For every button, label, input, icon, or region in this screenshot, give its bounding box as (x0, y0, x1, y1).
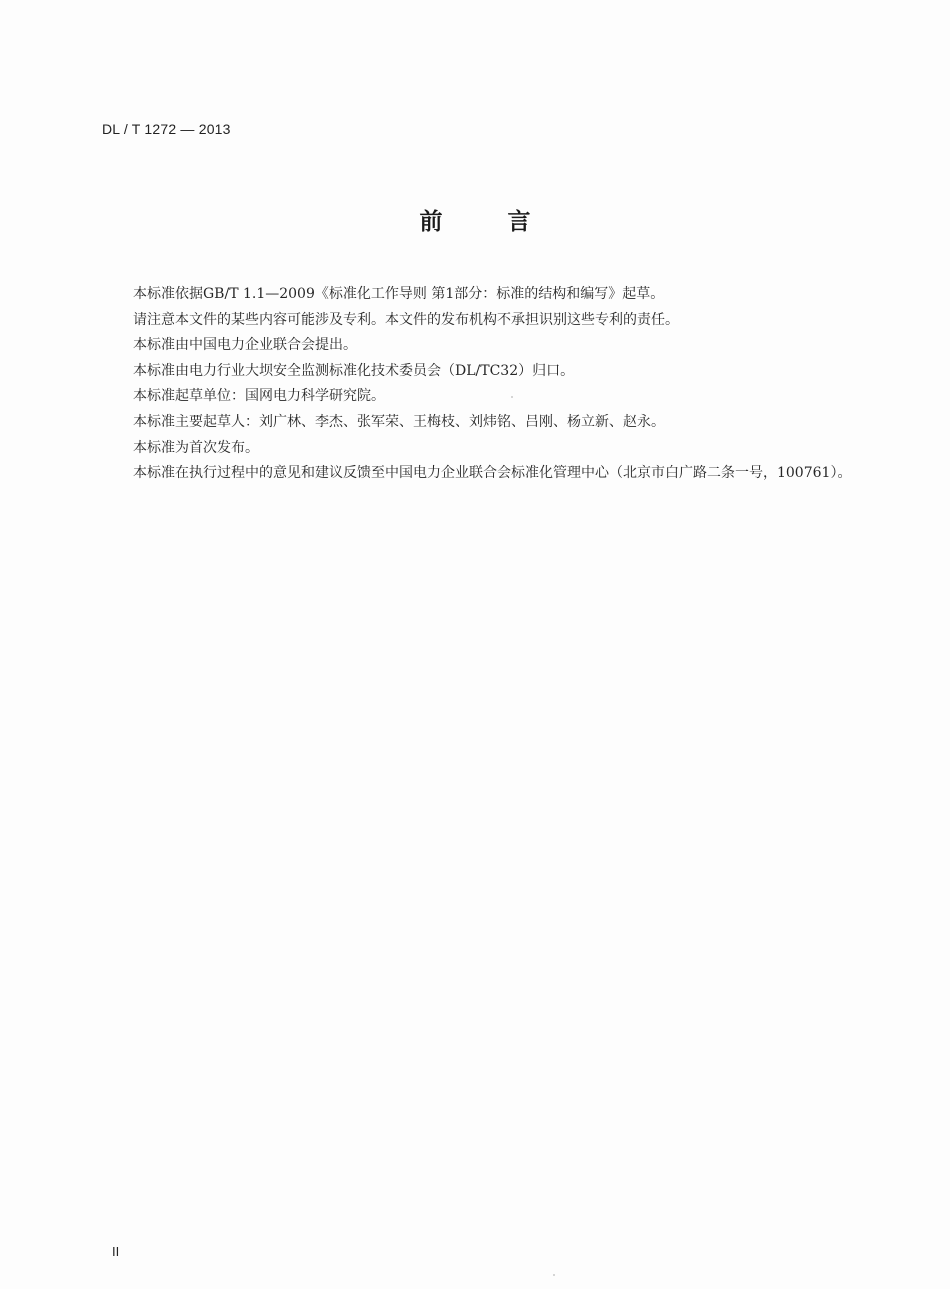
paragraph-drafters: 本标准主要起草人：刘广林、李杰、张军荣、王梅枝、刘炜铭、吕刚、杨立新、赵永。 (133, 413, 665, 430)
paragraph-feedback-address: 本标准在执行过程中的意见和建议反馈至中国电力企业联合会标准化管理中心（北京市白广路二条一号，100761）。 (133, 465, 852, 482)
paragraph-technical-committee: 本标准由电力行业大坝安全监测标准化技术委员会（DL/TC32）归口。 (133, 362, 575, 379)
title-char-2: 言 (507, 209, 531, 235)
paragraph-drafting-basis: 本标准依据GB/T 1.1—2009《标准化工作导则 第1部分：标准的结构和编写》起草。 (133, 286, 665, 302)
paragraph-patent-notice: 请注意本文件的某些内容可能涉及专利。本文件的发布机构不承担识别这些专利的责任。 (133, 311, 679, 328)
title-char-1: 前 (419, 209, 443, 235)
page-number: II (112, 1244, 120, 1259)
page-title (0, 203, 950, 236)
paragraph-drafting-unit: 本标准起草单位：国网电力科学研究院。 (133, 388, 385, 405)
foreword-body (102, 282, 862, 487)
scan-speck (511, 396, 513, 398)
paragraph-first-release: 本标准为首次发布。 (133, 439, 259, 456)
paragraph-proposer: 本标准由中国电力企业联合会提出。 (133, 337, 357, 354)
standard-code: DL / T 1272 — 2013 (102, 121, 231, 137)
scan-speck (553, 1274, 555, 1276)
